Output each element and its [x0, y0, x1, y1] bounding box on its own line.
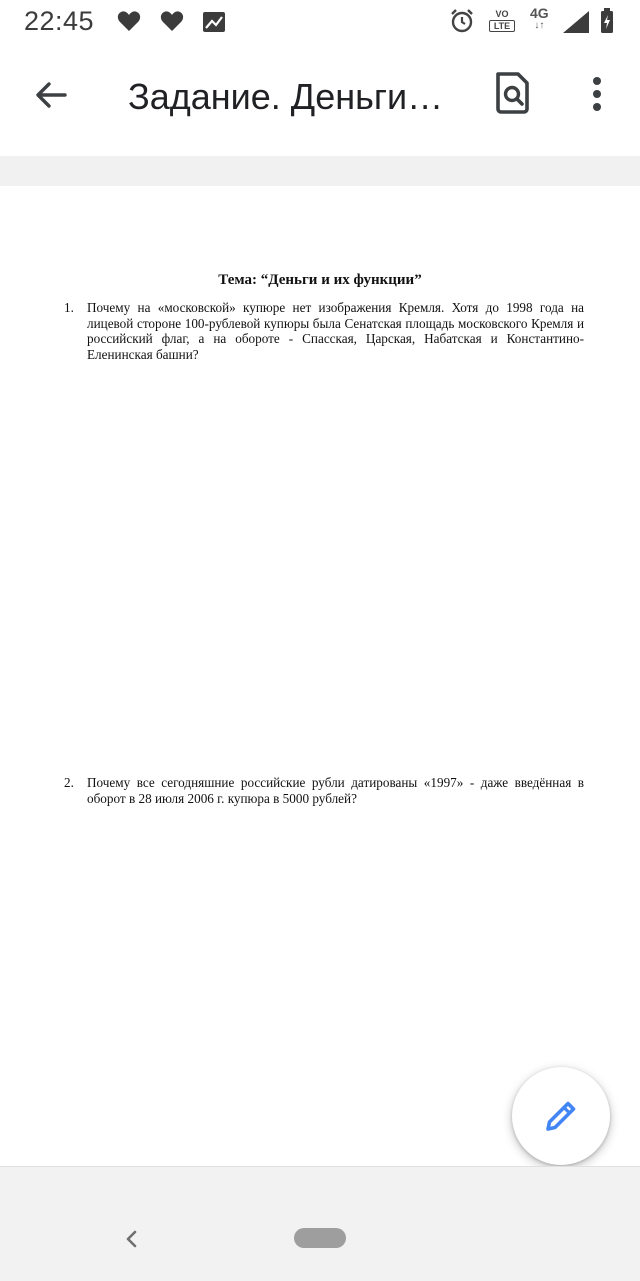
- lte-label: LTE: [489, 20, 515, 32]
- status-bar: [0, 0, 640, 44]
- alarm-icon: [449, 8, 475, 39]
- question-item: [64, 775, 584, 806]
- document-page[interactable]: [0, 186, 640, 1166]
- system-nav-bar: [0, 1166, 640, 1281]
- toolbar-divider: [0, 156, 640, 186]
- signal-icon: [562, 10, 590, 39]
- edit-fab-button[interactable]: [512, 1067, 610, 1165]
- question-text: Почему на «московской» купюре нет изображения Кремля. Хотя до 1998 года на лицевой стороне 100-рублевой купюры была Сенатская площадь московского Кремля и российский флаг, а на обороте - Спасская, Царская, Набатская и Константино-Еленинская башни?: [87, 300, 584, 362]
- nav-back-icon: [118, 1240, 146, 1257]
- question-number: 1.: [64, 300, 74, 315]
- nav-back-button[interactable]: [118, 1225, 146, 1253]
- document-title: Задание. Деньги…: [128, 76, 444, 117]
- preview-button[interactable]: [488, 70, 536, 118]
- battery-icon: [600, 8, 614, 39]
- heart-icon: [159, 10, 185, 37]
- app-bar: [0, 44, 640, 156]
- network-indicator: [530, 6, 549, 33]
- network-arrows: ↓↑: [534, 20, 545, 31]
- question-text: Почему все сегодняшние российские рубли датированы «1997» - даже введённая в оборот в 28 июля 2006 г. купюра в 5000 рублей?: [87, 775, 584, 806]
- question-item: [64, 300, 584, 362]
- network-type: 4G: [530, 5, 549, 21]
- more-options-button[interactable]: [578, 70, 618, 118]
- status-time: 22:45: [24, 6, 95, 36]
- question-number: 2.: [64, 775, 74, 790]
- document-heading: Тема: “Деньги и их функции”: [218, 272, 422, 288]
- volte-label: VO: [495, 9, 509, 19]
- back-button[interactable]: [26, 70, 76, 120]
- heart-icon: [116, 10, 142, 37]
- volte-indicator: [486, 9, 518, 33]
- nav-home-pill[interactable]: [294, 1228, 346, 1248]
- image-icon: [202, 11, 226, 38]
